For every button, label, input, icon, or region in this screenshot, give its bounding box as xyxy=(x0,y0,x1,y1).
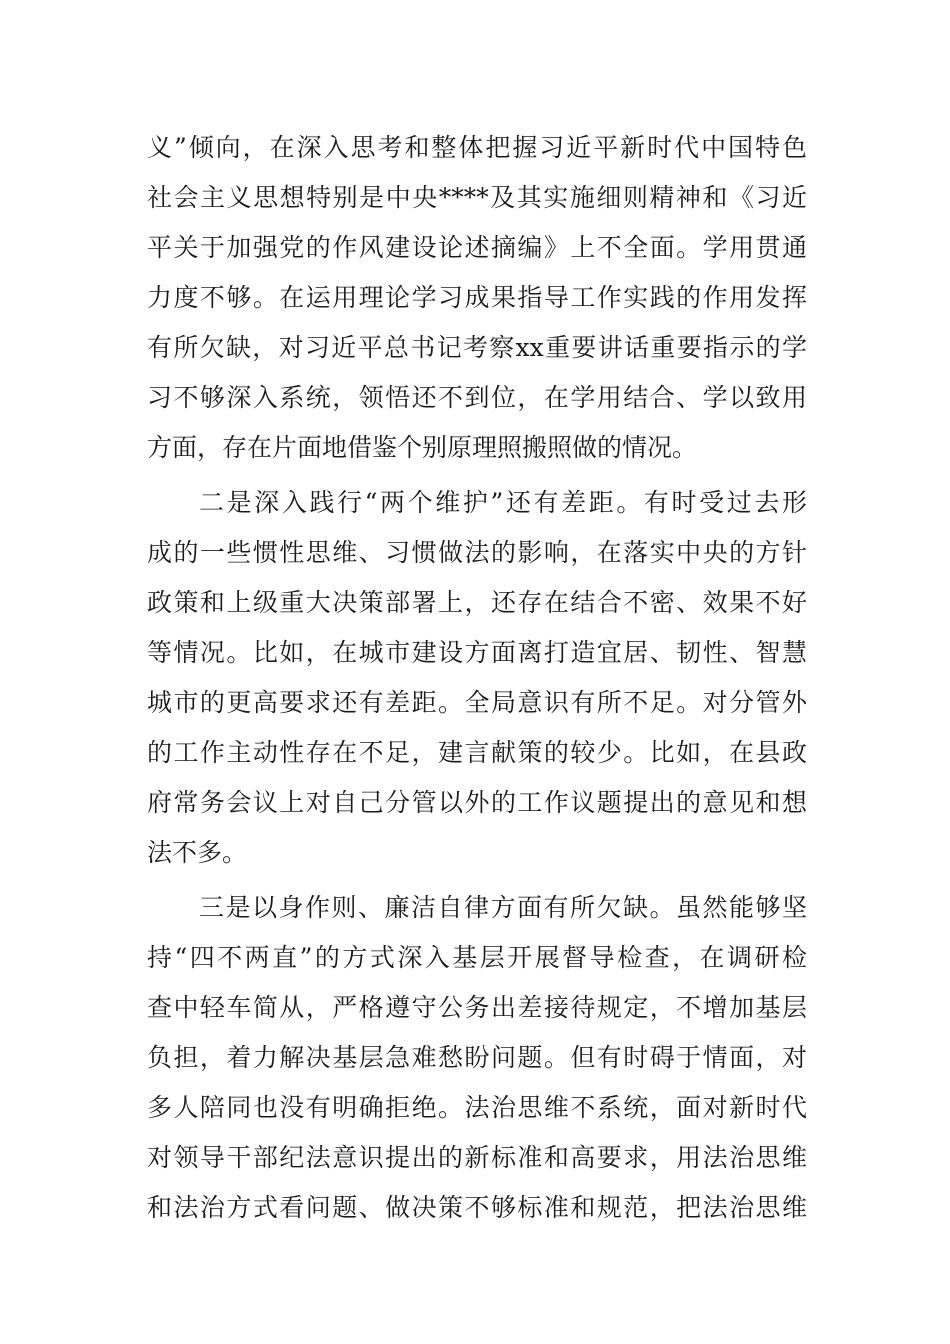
paragraph-2-line-6: 的工作主动性存在不足，建言献策的较少。比如，在县政 xyxy=(147,738,807,767)
paragraph-3-line-3: 查中轻车简从，严格遵守公务出差接待规定，不增加基层 xyxy=(147,993,807,1022)
paragraph-1-line-4: 力度不够。在运用理论学习成果指导工作实践的作用发挥 xyxy=(147,283,807,312)
paragraph-1-line-2: 社会主义思想特别是中央****及其实施细则精神和《习近 xyxy=(147,183,807,212)
paragraph-3-line-6: 对领导干部纪法意识提出的新标准和高要求，用法治思维 xyxy=(147,1143,807,1172)
paragraph-3-line-7: 和法治方式看问题、做决策不够标准和规范，把法治思维 xyxy=(147,1193,807,1222)
paragraph-2-line-3: 政策和上级重大决策部署上，还存在结合不密、效果不好 xyxy=(147,588,807,617)
paragraph-2-line-4: 等情况。比如，在城市建设方面离打造宜居、韧性、智慧 xyxy=(147,638,807,667)
paragraph-2-line-8: 法不多。 xyxy=(147,838,248,867)
paragraph-1-line-7: 方面，存在片面地借鉴个别原理照搬照做的情况。 xyxy=(147,433,698,462)
paragraph-1-line-6: 习不够深入系统，领悟还不到位，在学用结合、学以致用 xyxy=(147,383,807,412)
paragraph-1-line-3: 平关于加强党的作风建设论述摘编》上不全面。学用贯通 xyxy=(147,233,807,262)
paragraph-3-line-2: 持“四不两直”的方式深入基层开展督导检查，在调研检 xyxy=(147,943,807,972)
paragraph-3-line-5: 多人陪同也没有明确拒绝。法治思维不系统，面对新时代 xyxy=(147,1093,807,1122)
paragraph-1-line-5: 有所欠缺，对习近平总书记考察xx重要讲话重要指示的学 xyxy=(147,333,807,362)
paragraph-3-line-1: 三是以身作则、廉洁自律方面有所欠缺。虽然能够坚 xyxy=(199,893,807,922)
paragraph-3-line-4: 负担，着力解决基层急难愁盼问题。但有时碍于情面，对 xyxy=(147,1043,807,1072)
paragraph-2-line-2: 成的一些惯性思维、习惯做法的影响，在落实中央的方针 xyxy=(147,538,807,567)
paragraph-1-line-1: 义”倾向，在深入思考和整体把握习近平新时代中国特色 xyxy=(147,133,807,162)
paragraph-2-line-5: 城市的更高要求还有差距。全局意识有所不足。对分管外 xyxy=(147,688,807,717)
paragraph-2-line-7: 府常务会议上对自己分管以外的工作议题提出的意见和想 xyxy=(147,788,807,817)
paragraph-2-line-1: 二是深入践行“两个维护”还有差距。有时受过去形 xyxy=(199,488,807,517)
